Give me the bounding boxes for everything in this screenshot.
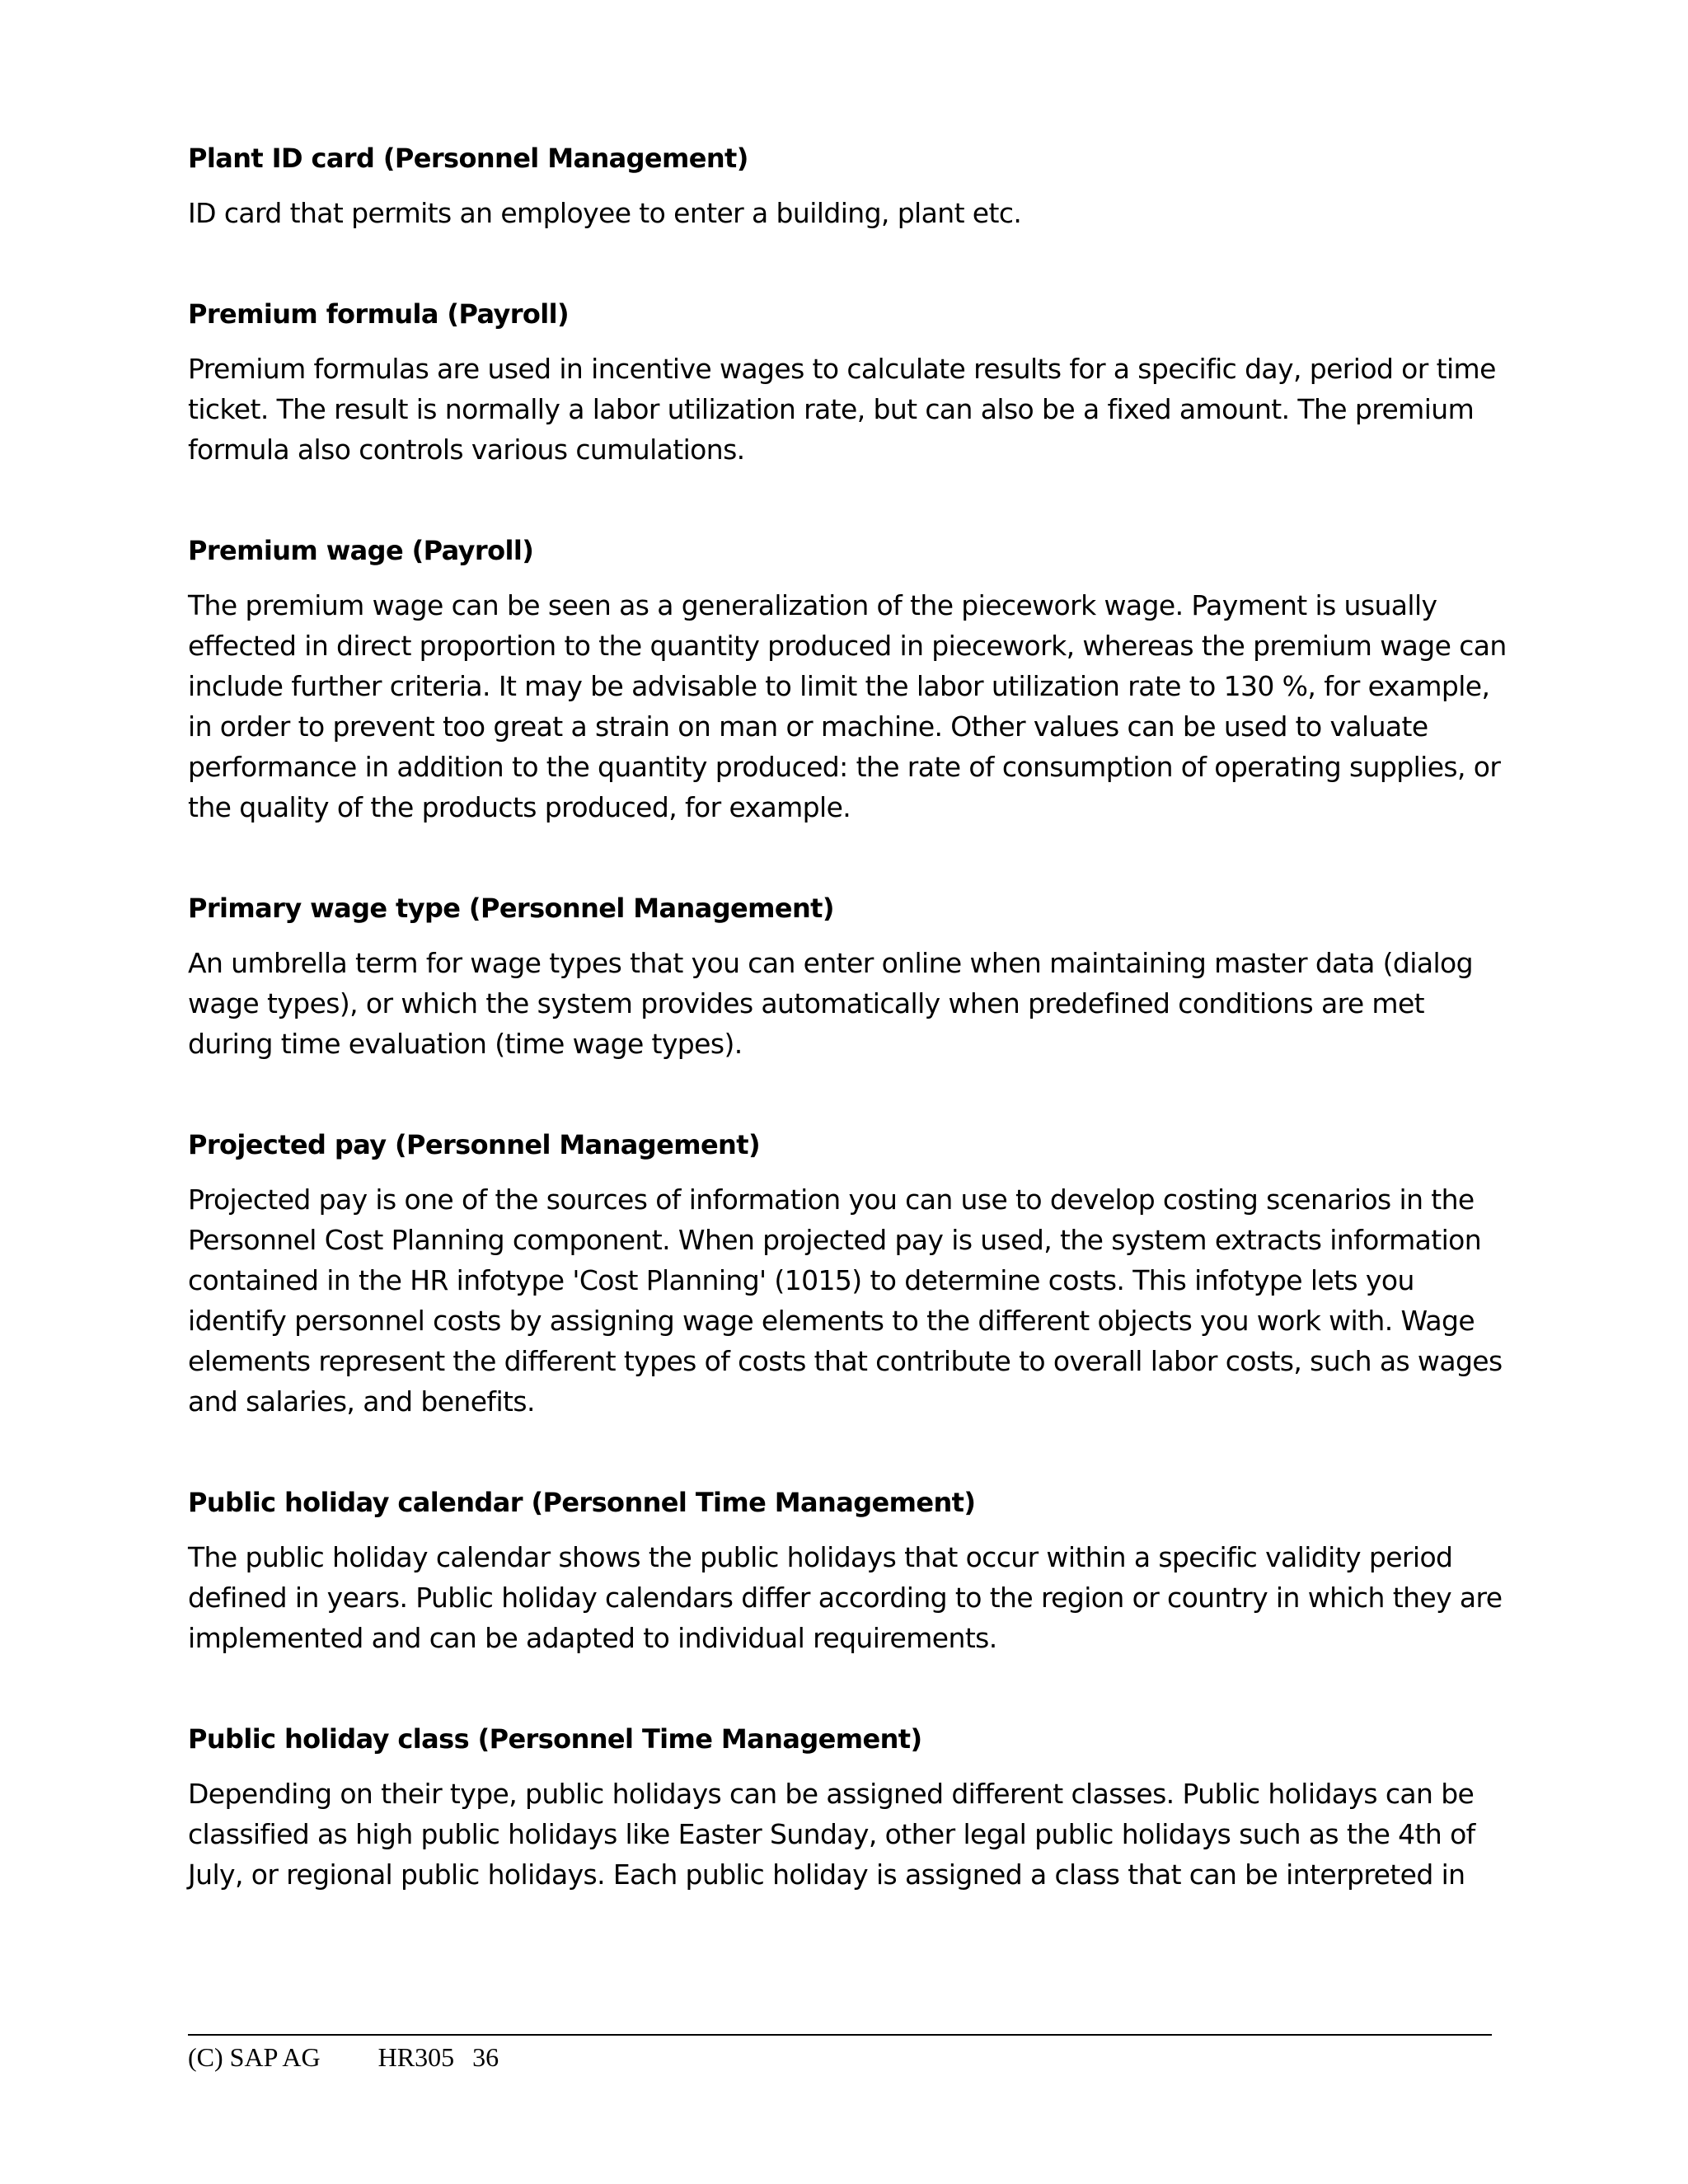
term-definition: Projected pay is one of the sources of information you can use to develop costing scenarios in the Personnel Cost Planning component. When projected pay is used, the system extracts information contained in the HR infotype 'Cost Planning' (1015) to determine costs. This infotype lets you identify personnel costs by assigning wage elements to the different objects you work with. Wage elements represent the different types of costs that contribute to overall labor costs, such as wages and salaries, and benefits. xyxy=(188,1183,1503,1418)
footer-divider xyxy=(188,2034,1492,2036)
term-heading: Premium wage (Payroll) xyxy=(188,535,534,566)
term-definition: Depending on their type, public holidays can be assigned different classes. Public holidays can be classified as high public holidays like Easter Sunday, other legal public holidays such as the 4th of July, or regional public holidays. Each public holiday is assigned a class that can be interpreted in xyxy=(188,1778,1475,1891)
term-heading: Public holiday calendar (Personnel Time Management) xyxy=(188,1487,976,1518)
footer-course-code: HR305 xyxy=(377,2042,455,2072)
term-heading: Plant ID card (Personnel Management) xyxy=(188,143,748,174)
glossary-entry-plant-id-card xyxy=(188,138,1507,233)
glossary-entry-public-holiday-calendar xyxy=(188,1483,1507,1658)
glossary-entry-premium-formula xyxy=(188,294,1507,470)
term-heading: Projected pay (Personnel Management) xyxy=(188,1129,760,1160)
footer-copyright: (C) SAP AG xyxy=(188,2042,321,2072)
glossary-entry-public-holiday-class xyxy=(188,1719,1507,1895)
glossary-entry-primary-wage-type xyxy=(188,888,1507,1064)
term-definition: Premium formulas are used in incentive wages to calculate results for a specific day, period or time ticket. The result is normally a labor utilization rate, but can also be a fixed amount. The premium formula also controls various cumulations. xyxy=(188,353,1496,466)
glossary-page xyxy=(188,138,1507,1956)
term-definition: An umbrella term for wage types that you can enter online when maintaining master data (dialog wage types), or which the system provides automatically when predefined conditions are met during time evaluation (time wage types). xyxy=(188,947,1473,1060)
glossary-entry-projected-pay xyxy=(188,1125,1507,1422)
glossary-entry-premium-wage xyxy=(188,531,1507,827)
term-definition: ID card that permits an employee to enter a building, plant etc. xyxy=(188,197,1022,229)
page-footer xyxy=(188,2034,1492,2074)
term-definition: The public holiday calendar shows the public holidays that occur within a specific validity period defined in years. Public holiday calendars differ according to the region or country in which they are implemented and can be adapted to individual requirements. xyxy=(188,1541,1503,1654)
term-heading: Public holiday class (Personnel Time Management) xyxy=(188,1723,922,1755)
footer-text xyxy=(188,2041,1492,2074)
term-heading: Premium formula (Payroll) xyxy=(188,298,570,330)
term-definition: The premium wage can be seen as a generalization of the piecework wage. Payment is usually effected in direct proportion to the quantity produced in piecework, whereas the premium wage can include further criteria. It may be advisable to limit the labor utilization rate to 130 %, for example, in order to prevent too great a strain on man or machine. Other values can be used to valuate performance in addition to the quantity produced: the rate of consumption of operating supplies, or the quality of the products produced, for example. xyxy=(188,589,1507,823)
term-heading: Primary wage type (Personnel Management) xyxy=(188,893,834,924)
footer-page-number: 36 xyxy=(472,2042,499,2072)
